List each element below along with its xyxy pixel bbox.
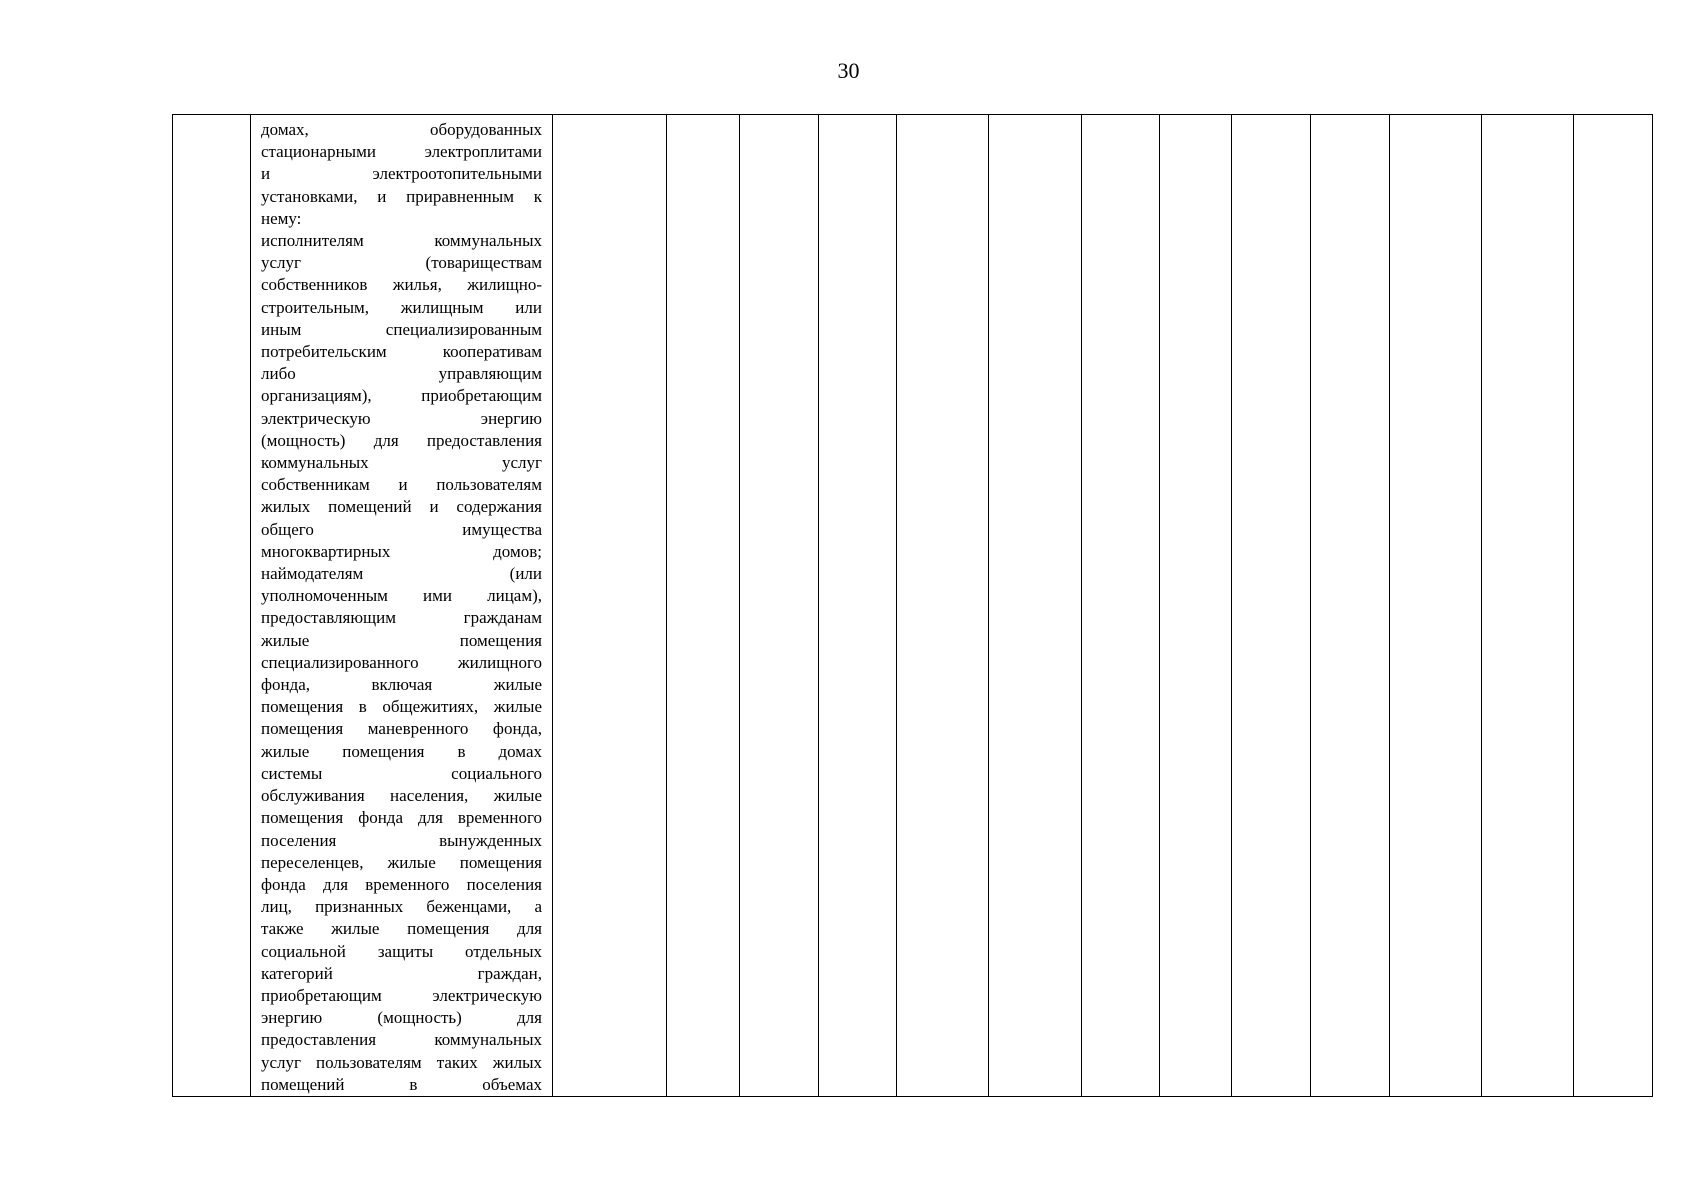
text-line: собственников жилья, жилищно- — [261, 275, 542, 295]
text-line: и электроотопительными — [261, 164, 542, 184]
cell-empty — [667, 115, 740, 1097]
cell-empty — [740, 115, 819, 1097]
cell-number — [173, 115, 251, 1097]
text-line: либо управляющим — [261, 364, 542, 384]
text-line: общего имущества — [261, 519, 542, 539]
tariff-table — [172, 114, 1653, 1097]
text-line: жилые помещения — [261, 630, 542, 650]
text-line: энергию (мощность) для — [261, 1008, 542, 1028]
text-line: также жилые помещения для — [261, 919, 542, 939]
text-line: поселения вынужденных — [261, 830, 542, 850]
cell-empty — [1232, 115, 1311, 1097]
text-line: стационарными электроплитами — [261, 142, 542, 162]
text-line: домах, оборудованных — [261, 120, 542, 139]
text-line: исполнителям коммунальных — [261, 231, 542, 251]
text-line: фонда, включая жилые — [261, 675, 542, 695]
cell-empty — [1160, 115, 1232, 1097]
text-line: жилые помещения в домах — [261, 741, 542, 761]
text-line: предоставления коммунальных — [261, 1030, 542, 1050]
text-line: электрическую энергию — [261, 408, 542, 428]
cell-empty — [1482, 115, 1574, 1097]
text-line: (мощность) для предоставления — [261, 430, 542, 450]
text-line: помещений в объемах — [261, 1074, 542, 1094]
text-line: организациям), приобретающим — [261, 386, 542, 406]
text-line: собственникам и пользователям — [261, 475, 542, 495]
text-line: приобретающим электрическую — [261, 985, 542, 1005]
text-line: специализированного жилищного — [261, 652, 542, 672]
text-line: уполномоченным ими лицам), — [261, 586, 542, 606]
cell-empty — [989, 115, 1082, 1097]
text-line: многоквартирных домов; — [261, 541, 542, 561]
text-line: предоставляющим гражданам — [261, 608, 542, 628]
text-line: лиц, признанных беженцами, а — [261, 897, 542, 917]
text-line: помещения в общежитиях, жилые — [261, 697, 542, 717]
cell-empty — [553, 115, 667, 1097]
text-line: иным специализированным — [261, 319, 542, 339]
text-line: коммунальных услуг — [261, 453, 542, 473]
tariff-table-container — [172, 114, 1653, 1097]
text-line: переселенцев, жилые помещения — [261, 852, 542, 872]
cell-empty — [1390, 115, 1482, 1097]
text-line: системы социального — [261, 763, 542, 783]
cell-empty — [1574, 115, 1653, 1097]
text-line: помещения маневренного фонда, — [261, 719, 542, 739]
text-line: помещения фонда для временного — [261, 808, 542, 828]
cell-empty — [1082, 115, 1160, 1097]
text-line: нему: — [261, 208, 302, 228]
page-number: 30 — [837, 58, 860, 83]
text-line: строительным, жилищным или — [261, 297, 542, 317]
text-line: наймодателям (или — [261, 564, 542, 584]
table-row — [173, 115, 1653, 1097]
cell-empty — [897, 115, 989, 1097]
text-line: потребительским кооперативам — [261, 342, 542, 362]
cell-empty — [819, 115, 897, 1097]
text-line: жилых помещений и содержания — [261, 497, 542, 517]
text-line: услуг пользователям таких жилых — [261, 1052, 542, 1072]
cell-empty — [1311, 115, 1390, 1097]
text-line: обслуживания населения, жилые — [261, 786, 542, 806]
description-text — [261, 119, 542, 1096]
text-line: установками, и приравненным к — [261, 186, 542, 206]
text-line: услуг (товариществам — [261, 253, 542, 273]
cell-description — [251, 115, 553, 1097]
text-line: социальной защиты отдельных — [261, 941, 542, 961]
text-line: фонда для временного поселения — [261, 874, 542, 894]
text-line: категорий граждан, — [261, 963, 542, 983]
